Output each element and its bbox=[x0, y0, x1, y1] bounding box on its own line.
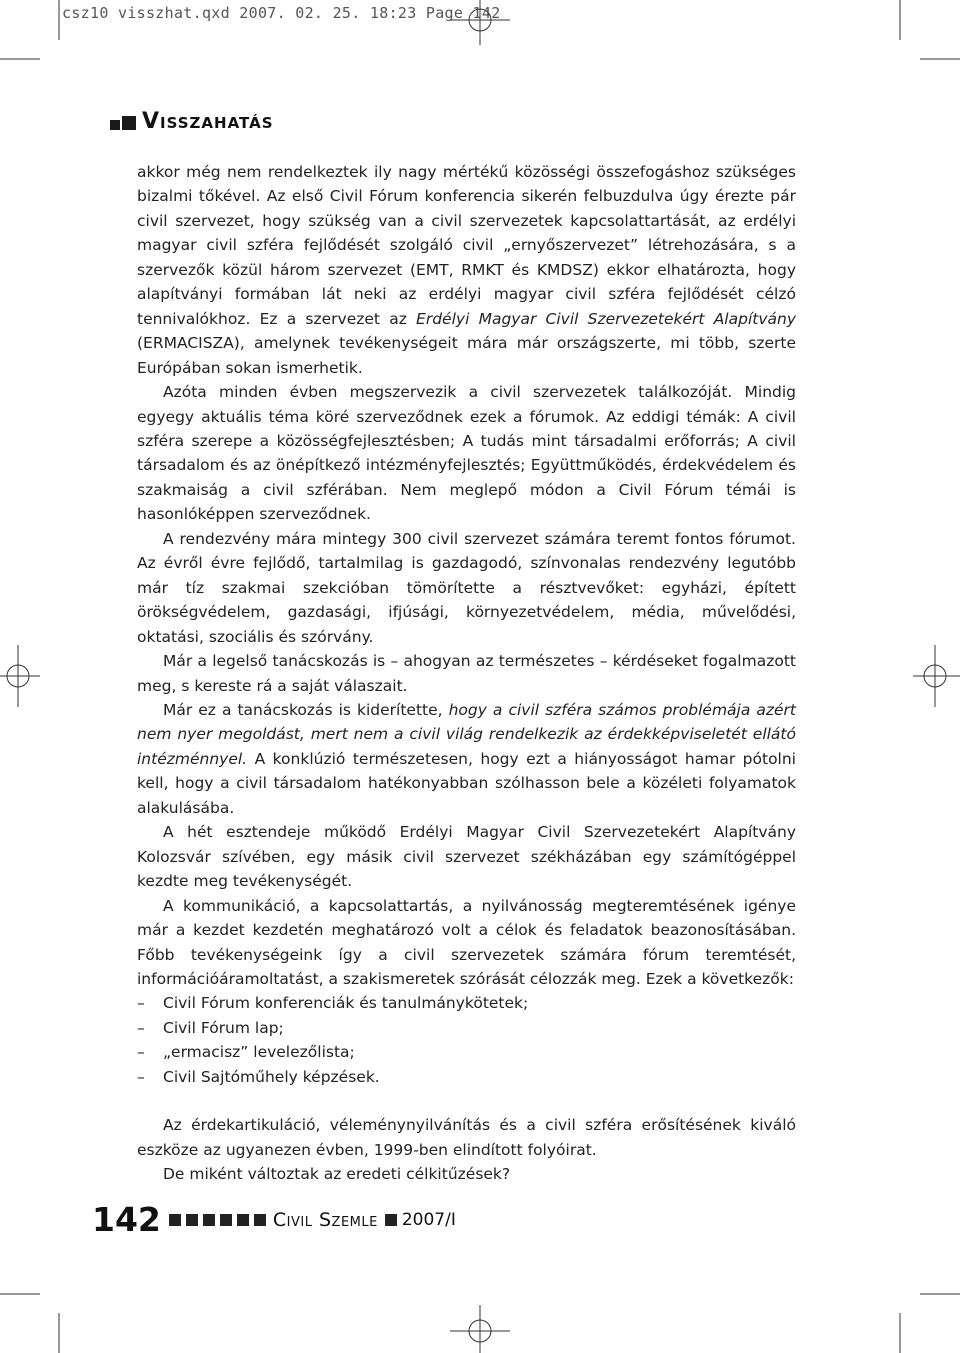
article-body bbox=[137, 160, 796, 1187]
registration-mark-bottom bbox=[450, 1305, 510, 1353]
square-icon bbox=[385, 1214, 397, 1226]
paragraph: A rendezvény mára mintegy 300 civil szervezet számára teremt fontos fórumot. Az évről évre fejlődő, tartalmilag is gazdagodó, színvonalas rendezvény legutóbb már tíz szakmai szekcióban tömörítette a résztvevőket: egyházi, épített örökségvédelem, gazdasági, ifjúsági, környezetvédelem, média, művelődési, oktatási, szociális és szórvány. bbox=[137, 529, 796, 646]
square-icon bbox=[169, 1214, 181, 1226]
issue-number: 2007/I bbox=[401, 1209, 456, 1230]
list-item bbox=[137, 991, 796, 1015]
page-number: 142 bbox=[92, 1200, 161, 1239]
registration-mark-top bbox=[450, 0, 510, 45]
small-square-icon bbox=[110, 120, 120, 130]
closing-paragraph: Az érdekartikuláció, véleménynyilvánítás és a civil szféra erősítésének kiváló eszköze az ugyanezen évben, 1999-ben elindított folyóirat. bbox=[137, 1116, 796, 1159]
section-title: Visszahatás bbox=[142, 109, 274, 134]
paragraph: A kommunikáció, a kapcsolattartás, a nyilvánosság megteremtésének igénye már a kezdet kezdetén meghatározó volt a célok és feladatok beazonosításában. Főbb tevékenységeink így a civil szervezetek számára fórum teremtését, információáramoltatást, a szakismeretek szórását célozzák meg. Ezek a következők: bbox=[137, 896, 796, 988]
list-item-text: Civil Fórum konferenciák és tanulmánykötetek; bbox=[163, 994, 529, 1013]
list-item-text: Civil Sajtóműhely képzések. bbox=[163, 1067, 380, 1086]
list-dash: – bbox=[137, 1043, 145, 1062]
paragraph: Azóta minden évben megszervezik a civil szervezetek találkozóját. Mindig egyegy aktuális téma köré szerveződnek ezek a fórumok. Az eddigi témák: A civil szféra szerepe a közösségfejlesztésben; A tudás mint társadalmi erőforrás; A civil társadalom és az önépítkező intézményfejlesztés; Együttműködés, érdekvédelem és szakmaiság a civil szférában. Nem meglepő módon a Civil Fórum témái is hasonlóképpen szerveződnek. bbox=[137, 383, 796, 524]
paragraph: A hét esztendeje működő Erdélyi Magyar Civil Szervezetekért Alapítvány Kolozsvár szívében, egy másik civil szervezet székházában egy számítógéppel kezdte meg tevékenységét. bbox=[137, 823, 796, 891]
list-dash: – bbox=[137, 994, 145, 1013]
page-footer bbox=[92, 1200, 456, 1239]
square-icon bbox=[220, 1214, 232, 1226]
square-icon bbox=[254, 1214, 266, 1226]
feature-list bbox=[137, 991, 796, 1089]
registration-mark-right bbox=[913, 645, 960, 707]
section-header bbox=[110, 109, 274, 134]
registration-mark-left bbox=[0, 645, 40, 707]
list-item bbox=[137, 1040, 796, 1064]
paragraph: Már ez a tanácskozás is kiderítette, hogy a civil szféra számos problémája azért nem nyer megoldást, mert nem a civil világ rendelkezik az érdekképviseletét ellátó intézménnyel. A konklúzió természetesen, hogy ezt a hiányosságot hamar pótolni kell, hogy a civil társadalom hatékonyabban szólhasson bele a közéleti folyamatok alakulásába. bbox=[137, 700, 796, 817]
closing-question: De miként változtak az eredeti célkitűzések? bbox=[163, 1165, 511, 1184]
list-dash: – bbox=[137, 1067, 145, 1086]
list-item bbox=[137, 1065, 796, 1089]
spacer bbox=[137, 1089, 796, 1113]
list-item-text: „ermacisz” levelezőlista; bbox=[163, 1043, 355, 1062]
square-icon bbox=[186, 1214, 198, 1226]
list-dash: – bbox=[137, 1018, 145, 1037]
list-item bbox=[137, 1016, 796, 1040]
square-icon bbox=[203, 1214, 215, 1226]
list-item-text: Civil Fórum lap; bbox=[163, 1018, 284, 1037]
file-slug: csz10 visszhat.qxd 2007. 02. 25. 18:23 Page 142 bbox=[62, 4, 501, 22]
square-icon bbox=[122, 116, 136, 130]
square-icon bbox=[237, 1214, 249, 1226]
journal-title: Civil Szemle bbox=[272, 1208, 378, 1231]
paragraph-group bbox=[137, 160, 796, 991]
paragraph: Már a legelső tanácskozás is – ahogyan az természetes – kérdéseket fogalmazott meg, s kereste rá a saját válaszait. bbox=[137, 652, 796, 695]
paragraph: akkor még nem rendelkeztek ily nagy mértékű közösségi összefogáshoz szükséges bizalmi tőkével. Az első Civil Fórum konferencia sikerén felbuzdulva úgy érezte pár civil szervezet, hogy szükség van a civil szervezetek kapcsolattartását, az erdélyi magyar civil szféra fejlődését szolgáló civil „ernyőszervezet” létrehozására, s a szervezők közül három szervezet (EMT, RMKT és KMDSZ) ekkor elhatározta, hogy alapítványi formában lát neki az erdélyi magyar civil szféra fejlődését célzó tennivalókhoz. Ez a szervezet az Erdélyi Magyar Civil Szervezetekért Alapítvány (ERMACISZA), amelynek tevékenységeit mára már országszerte, mi több, szerte Európában sokan ismerhetik. bbox=[137, 163, 797, 377]
